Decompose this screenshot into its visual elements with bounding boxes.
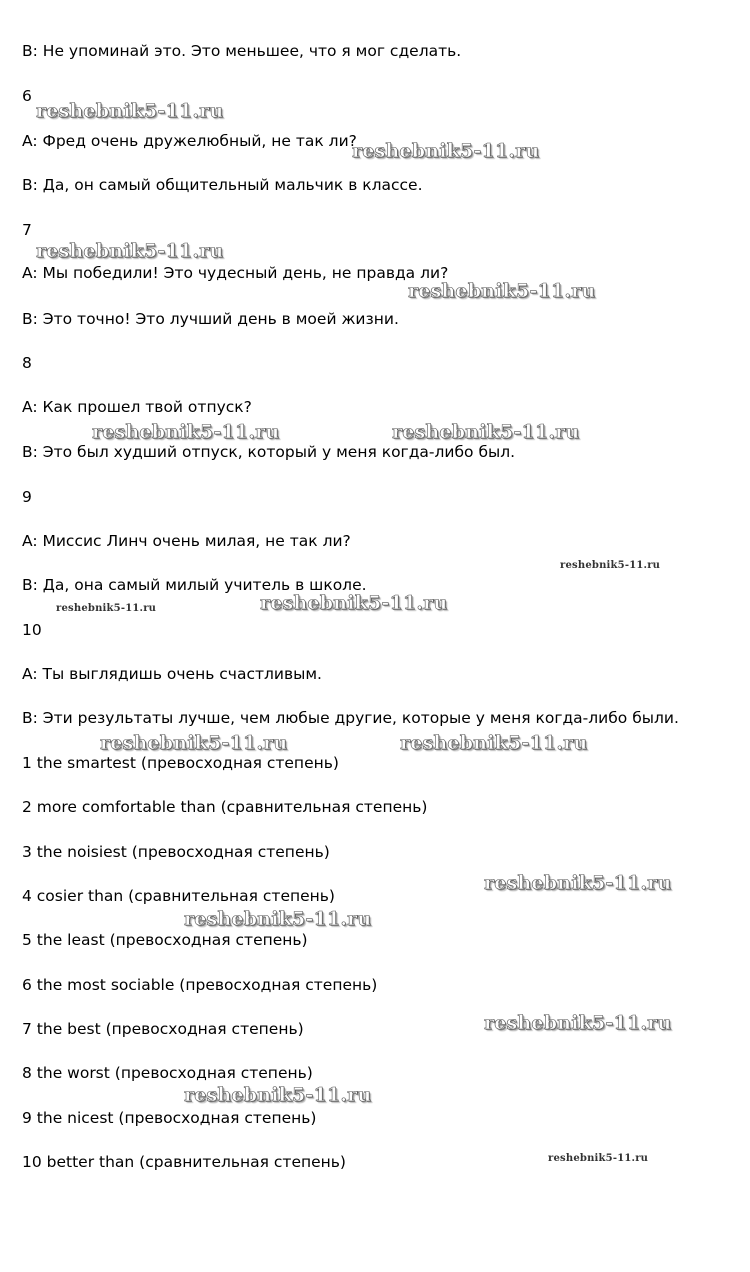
exercise-number: 9 — [22, 488, 32, 506]
dialogue-line: B: Это был худший отпуск, который у меня когда-либо был. — [22, 443, 516, 461]
watermark: reshebnik5-11.ru — [484, 872, 672, 894]
dialogue-line: B: Эти результаты лучше, чем любые другие, которые у меня когда-либо были. — [22, 709, 679, 727]
answer-item: 3 the noisiest (превосходная степень) — [22, 843, 330, 861]
dialogue-line: A: Миссис Линч очень милая, не так ли? — [22, 532, 351, 550]
watermark: reshebnik5-11.ru — [352, 140, 540, 162]
watermark: reshebnik5-11.ru — [392, 421, 580, 443]
watermark: reshebnik5-11.ru — [36, 240, 224, 262]
watermark: reshebnik5-11.ru — [484, 1012, 672, 1034]
watermark: reshebnik5-11.ru — [184, 1084, 372, 1106]
answer-item: 2 more comfortable than (сравнительная степень) — [22, 798, 428, 816]
watermark: reshebnik5-11.ru — [400, 732, 588, 754]
watermark: reshebnik5-11.ru — [184, 908, 372, 930]
exercise-number: 8 — [22, 354, 32, 372]
answer-item: 7 the best (превосходная степень) — [22, 1020, 304, 1038]
answer-item: 1 the smartest (превосходная степень) — [22, 754, 339, 772]
dialogue-line: A: Как прошел твой отпуск? — [22, 398, 252, 416]
exercise-number: 7 — [22, 221, 32, 239]
answer-item: 4 cosier than (сравнительная степень) — [22, 887, 335, 905]
watermark-small: reshebnik5-11.ru — [548, 1153, 649, 1164]
answer-item: 10 better than (сравнительная степень) — [22, 1153, 346, 1171]
watermark: reshebnik5-11.ru — [408, 280, 596, 302]
dialogue-line: A: Фред очень дружелюбный, не так ли? — [22, 132, 357, 150]
watermark: reshebnik5-11.ru — [260, 592, 448, 614]
watermark: reshebnik5-11.ru — [92, 421, 280, 443]
answer-item: 9 the nicest (превосходная степень) — [22, 1109, 317, 1127]
dialogue-line: A: Мы победили! Это чудесный день, не правда ли? — [22, 264, 449, 282]
dialogue-line: B: Не упоминай это. Это меньшее, что я мог сделать. — [22, 42, 462, 60]
dialogue-line: A: Ты выглядишь очень счастливым. — [22, 665, 322, 683]
exercise-number: 10 — [22, 621, 42, 639]
answer-item: 8 the worst (превосходная степень) — [22, 1064, 313, 1082]
watermark: reshebnik5-11.ru — [100, 732, 288, 754]
watermark-small: reshebnik5-11.ru — [56, 603, 157, 614]
exercise-number: 6 — [22, 87, 32, 105]
answer-item: 5 the least (превосходная степень) — [22, 931, 308, 949]
dialogue-line: B: Да, он самый общительный мальчик в классе. — [22, 176, 423, 194]
watermark: reshebnik5-11.ru — [36, 100, 224, 122]
answer-item: 6 the most sociable (превосходная степень) — [22, 976, 378, 994]
watermark-small: reshebnik5-11.ru — [560, 560, 661, 571]
dialogue-line: B: Да, она самый милый учитель в школе. — [22, 576, 367, 594]
dialogue-line: B: Это точно! Это лучший день в моей жизни. — [22, 310, 399, 328]
